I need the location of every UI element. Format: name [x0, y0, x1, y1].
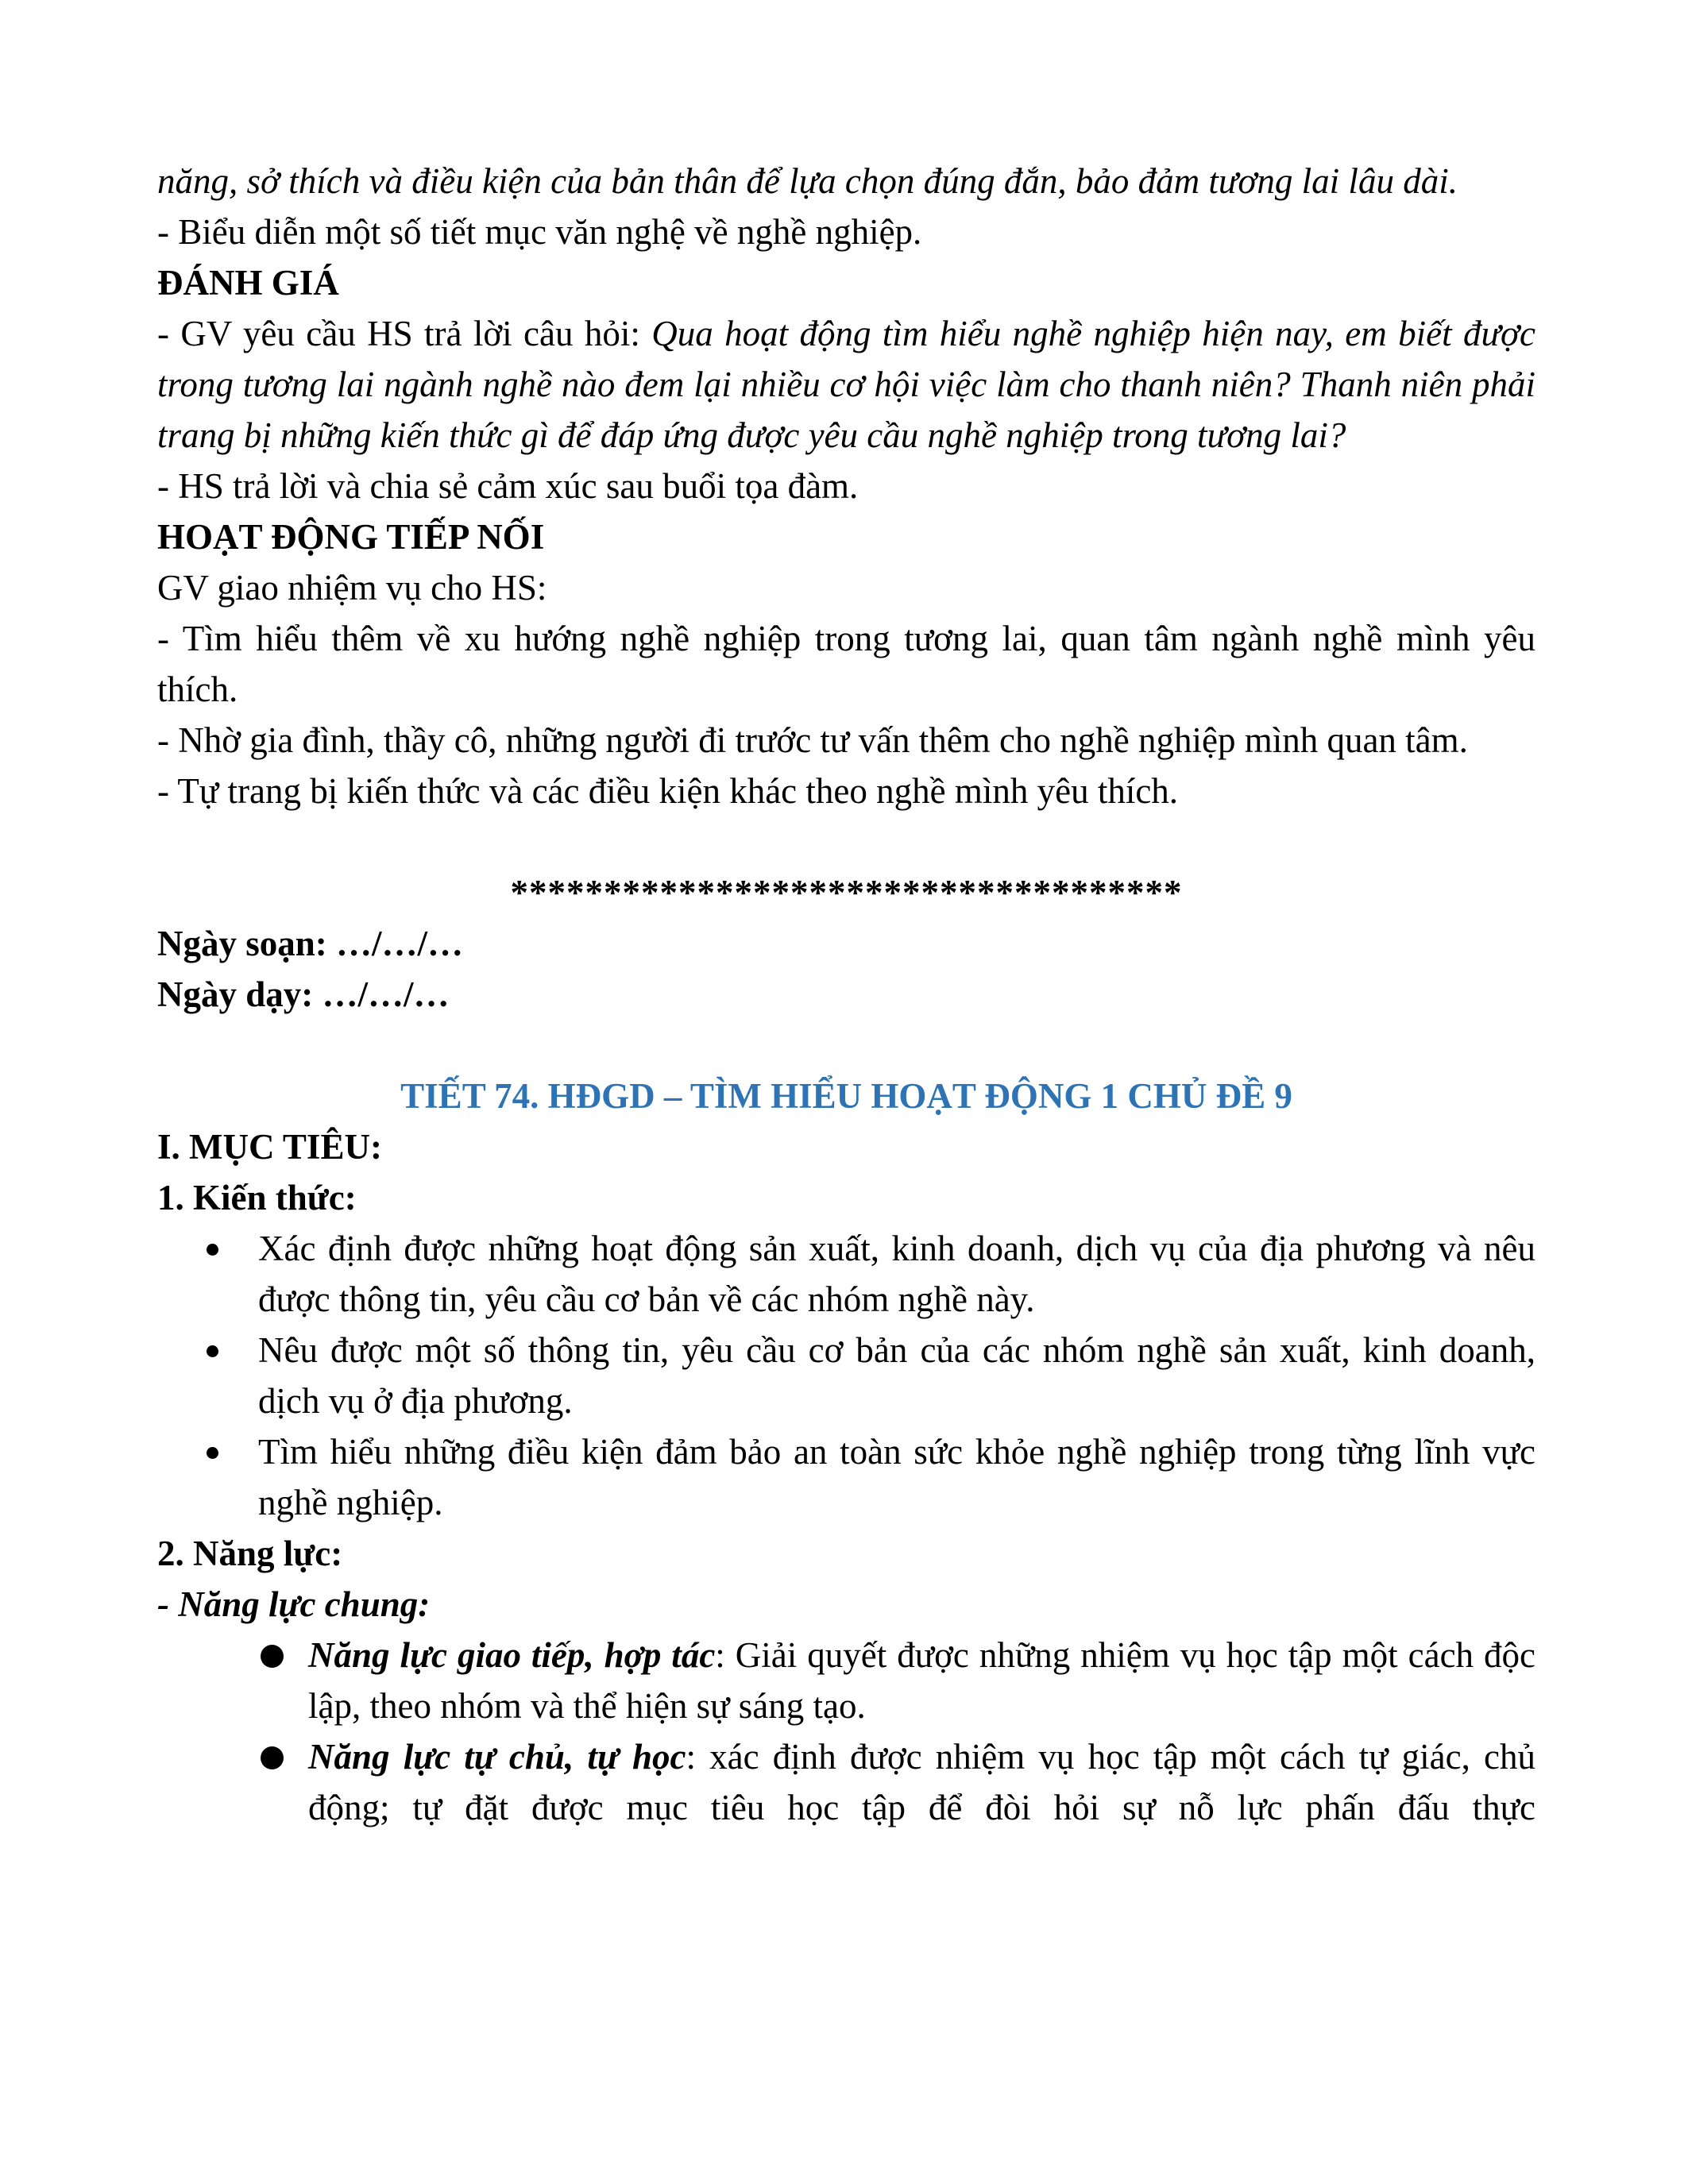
list-item — [157, 1223, 1535, 1325]
task-item: - Nhờ gia đình, thầy cô, những người đi trước tư vấn thêm cho nghề nghiệp mình quan tâm. — [157, 720, 1468, 760]
bullet-icon — [207, 1447, 218, 1459]
bullet-icon — [207, 1345, 218, 1357]
competence-desc: : xác định được nhiệm vụ học tập một cách tự giác, chủ động; tự đặt được mục tiêu học tập để đòi hỏi sự nỗ lực phấn đấu thực — [308, 1737, 1535, 1827]
lesson-title: TIẾT 74. HĐGD – TÌM HIỂU HOẠT ĐỘNG 1 CHỦ ĐỀ 9 — [400, 1076, 1292, 1116]
list-item-text: Tìm hiểu những điều kiện đảm bảo an toàn sức khỏe nghề nghiệp trong từng lĩnh vực nghề nghiệp. — [258, 1432, 1535, 1522]
list-item — [157, 1426, 1535, 1528]
competence-item — [157, 1731, 1535, 1833]
heading-tiep-noi: HOẠT ĐỘNG TIẾP NỐI — [157, 517, 545, 557]
tasks-intro: GV giao nhiệm vụ cho HS: — [157, 568, 547, 608]
competence-term: Năng lực tự chủ, tự học — [308, 1737, 686, 1777]
task-item: - Tìm hiểu thêm về xu hướng nghề nghiệp trong tương lai, quan tâm ngành nghề mình yêu thích. — [157, 619, 1535, 709]
separator-stars: ************************************ — [510, 873, 1183, 913]
list-item-text: Nêu được một số thông tin, yêu cầu cơ bản của các nhóm nghề sản xuất, kinh doanh, dịch vụ ở địa phương. — [258, 1330, 1535, 1421]
subsection-nang-luc: 2. Năng lực: — [157, 1534, 343, 1573]
evaluation-answer: - HS trả lời và chia sẻ cảm xúc sau buổi tọa đàm. — [157, 466, 859, 506]
date-taught: Ngày dạy: …/…/… — [157, 974, 450, 1014]
task-item: - Tự trang bị kiến thức và các điều kiện khác theo nghề mình yêu thích. — [157, 771, 1179, 811]
bullet-icon — [261, 1645, 284, 1668]
list-item — [157, 1325, 1535, 1426]
intro-italic-text: năng, sở thích và điều kiện của bản thân để lựa chọn đúng đắn, bảo đảm tương lai lâu dài. — [157, 161, 1458, 201]
competence-term: Năng lực giao tiếp, hợp tác — [308, 1635, 716, 1675]
section-muc-tieu: I. MỤC TIÊU: — [157, 1127, 382, 1167]
subsection-kien-thuc: 1. Kiến thức: — [157, 1178, 357, 1217]
evaluation-question — [157, 308, 1535, 461]
competence-desc: : Giải quyết được những nhiệm vụ học tập một cách độc lập, theo nhóm và thể hiện sự sáng tạo. — [308, 1635, 1536, 1726]
bullet-icon — [261, 1746, 284, 1769]
document-page — [157, 156, 1535, 1833]
general-competence-label: - Năng lực chung: — [157, 1584, 431, 1624]
heading-danh-gia: ĐÁNH GIÁ — [157, 263, 339, 303]
competence-item — [157, 1630, 1535, 1731]
question-prefix: - GV yêu cầu HS trả lời câu hỏi: — [157, 314, 652, 353]
question-italic: Qua hoạt động tìm hiểu nghề nghiệp hiện nay, em biết được trong tương lai ngành nghề nào đem lại nhiều cơ hội việc làm cho thanh niên? Thanh niên phải trang bị những kiến thức gì để đáp ứng được yêu cầu nghề nghiệp trong tương lai? — [157, 314, 1536, 455]
list-item-text: Xác định được những hoạt động sản xuất, kinh doanh, dịch vụ của địa phương và nêu được thông tin, yêu cầu cơ bản về các nhóm nghề này. — [258, 1229, 1535, 1319]
bullet-icon — [207, 1244, 218, 1256]
date-prepared: Ngày soạn: …/…/… — [157, 924, 464, 963]
performance-item: - Biểu diễn một số tiết mục văn nghệ về nghề nghiệp. — [157, 212, 922, 252]
